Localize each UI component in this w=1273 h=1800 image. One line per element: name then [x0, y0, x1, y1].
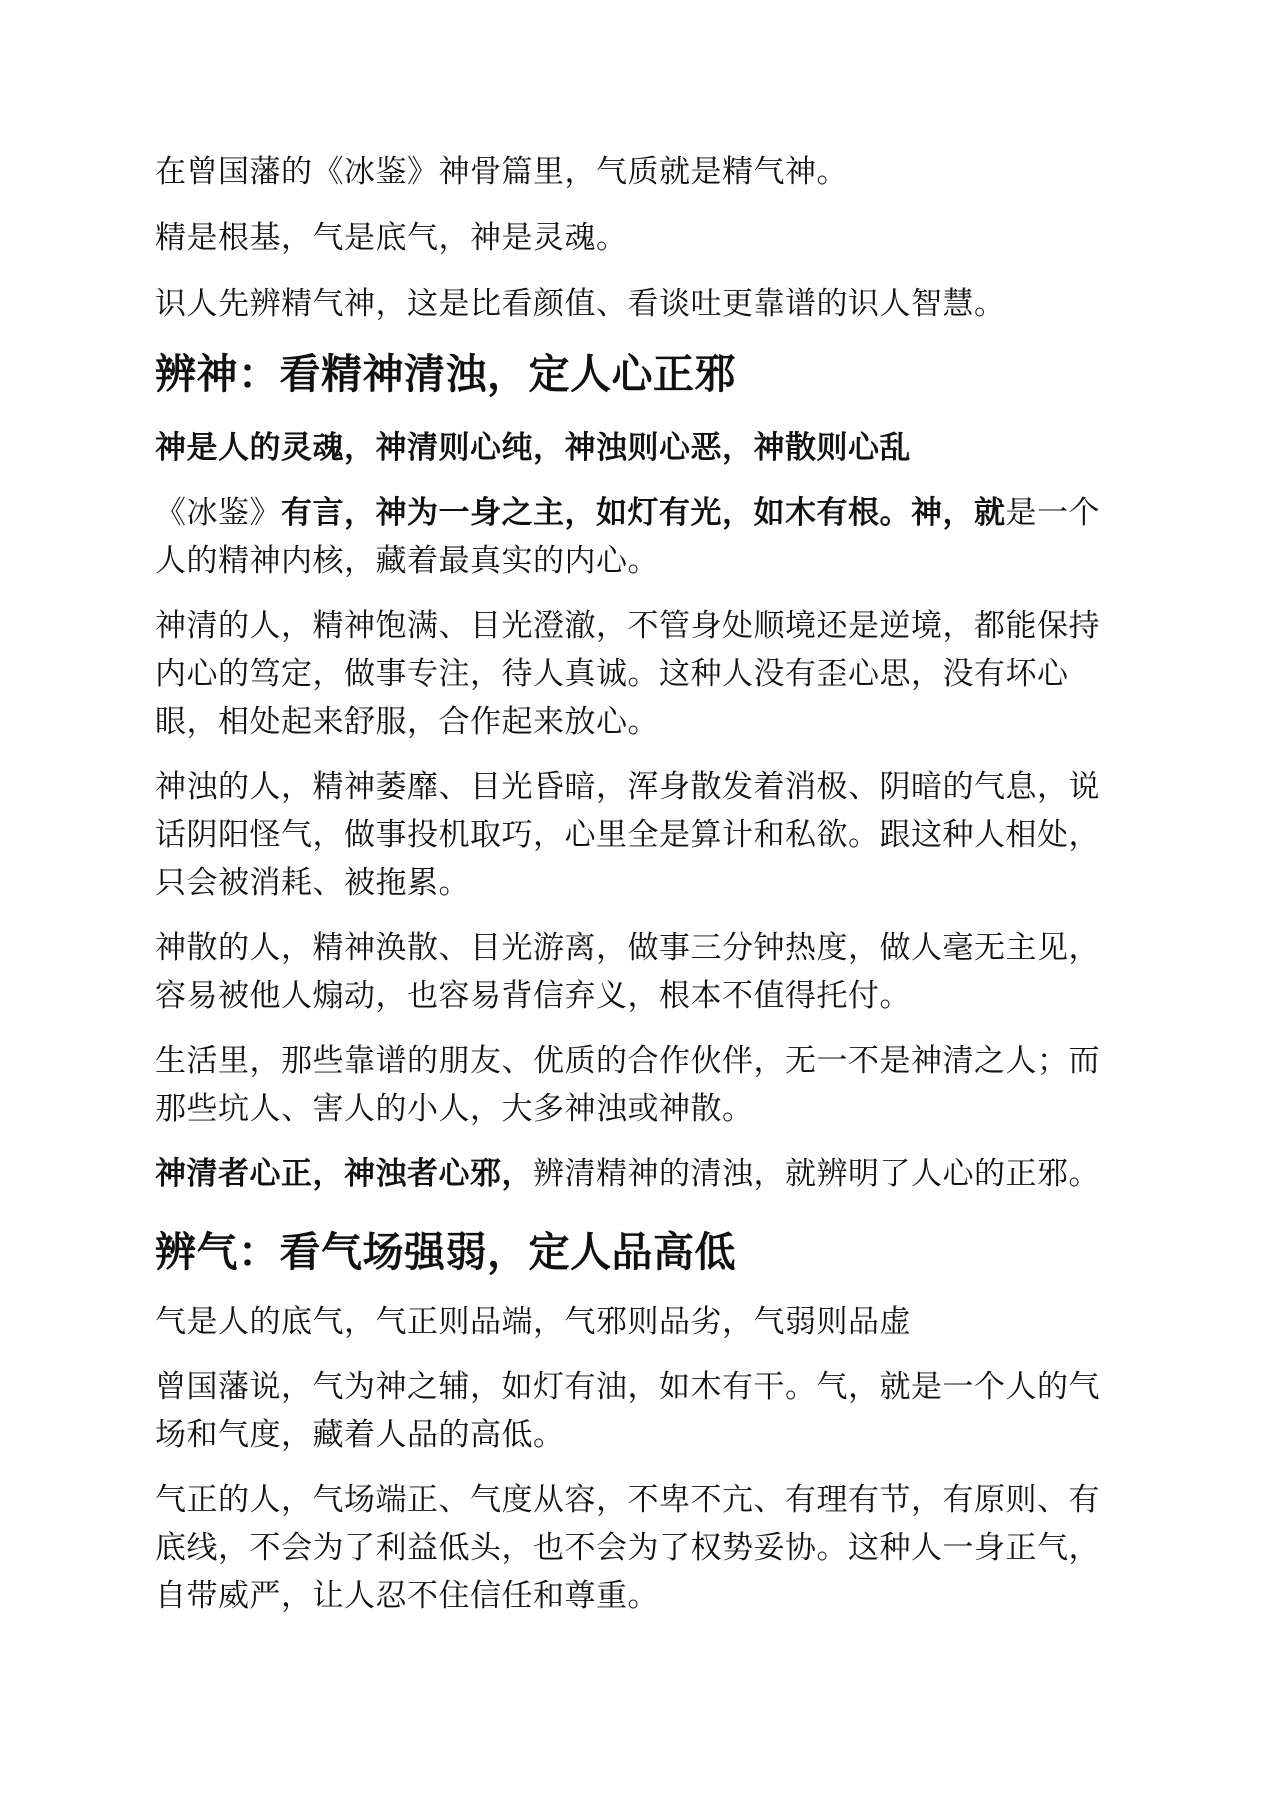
shen-paragraph-4: 神散的人，精神涣散、目光游离，做事三分钟热度，做人毫无主见，容易被他人煽动，也容易背信弃义，根本不值得托付。	[155, 930, 1100, 1014]
intro-paragraph-1: 在曾国藩的《冰鉴》神骨篇里，气质就是精气神。	[155, 154, 848, 190]
shen-paragraph-2: 神清的人，精神饱满、目光澄澈，不管身处顺境还是逆境，都能保持内心的笃定，做事专注，待人真诚。这种人没有歪心思，没有坏心眼，相处起来舒服，合作起来放心。	[155, 608, 1100, 740]
shen-paragraph-1	[155, 489, 1123, 585]
qi-paragraph-2: 气正的人，气场端正、气度从容，不卑不亢、有理有节，有原则、有底线，不会为了利益低头，也不会为了权势妥协。这种人一身正气，自带威严，让人忍不住信任和尊重。	[155, 1482, 1100, 1614]
bold-summary: 神清者心正，神浊者心邪，	[155, 1156, 533, 1192]
section-heading-shen: 辨神：看精神清浊，定人心正邪	[155, 350, 736, 398]
section-heading-qi: 辨气：看气场强弱，定人品高低	[155, 1228, 736, 1276]
book-title: 《冰鉴》	[155, 495, 281, 531]
paragraph-text: 辨清精神的清浊，就辨明了人心的正邪。	[533, 1156, 1100, 1192]
intro-paragraph-2: 精是根基，气是底气，神是灵魂。	[155, 220, 628, 256]
bold-quote: 有言，神为一身之主，如灯有光，如木有根。神，就	[281, 495, 1006, 531]
qi-paragraph-1: 曾国藩说，气为神之辅，如灯有油，如木有干。气，就是一个人的气场和气度，藏着人品的高低。	[155, 1369, 1100, 1453]
section-subheading-qi: 气是人的底气，气正则品端，气邪则品劣，气弱则品虚	[155, 1304, 911, 1340]
shen-paragraph-6	[155, 1150, 1123, 1198]
shen-paragraph-5: 生活里，那些靠谱的朋友、优质的合作伙伴，无一不是神清之人；而那些坑人、害人的小人，大多神浊或神散。	[155, 1043, 1100, 1127]
section-subheading-shen: 神是人的灵魂，神清则心纯，神浊则心恶，神散则心乱	[155, 430, 911, 466]
shen-paragraph-3: 神浊的人，精神萎靡、目光昏暗，浑身散发着消极、阴暗的气息，说话阴阳怪气，做事投机取巧，心里全是算计和私欲。跟这种人相处，只会被消耗、被拖累。	[155, 769, 1100, 901]
paragraph-text: 是一个人的精神内核，藏着最真实的内心。	[155, 495, 1100, 579]
intro-paragraph-3: 识人先辨精气神，这是比看颜值、看谈吐更靠谱的识人智慧。	[155, 286, 1006, 322]
